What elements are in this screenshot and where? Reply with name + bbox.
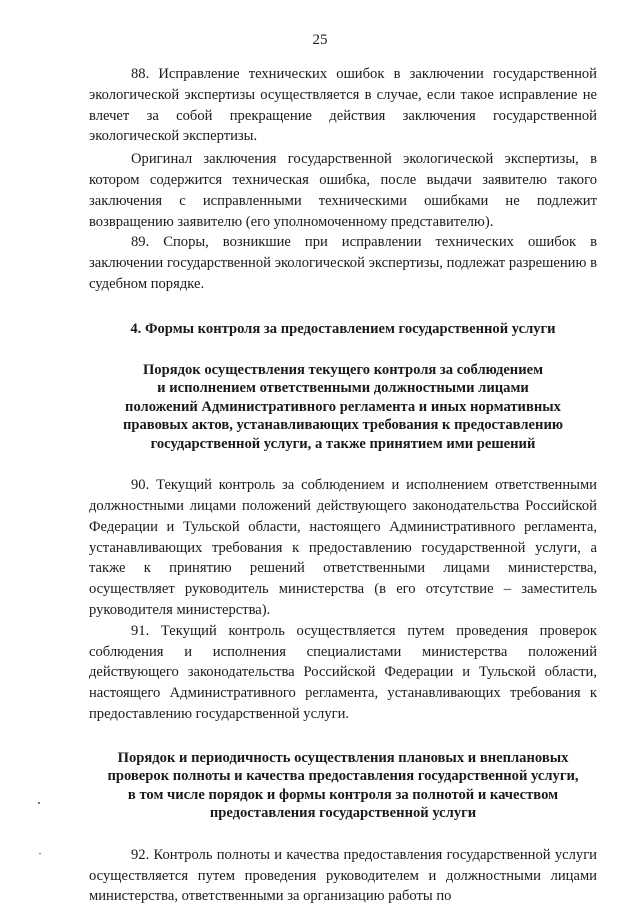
subheading-periodic-checks [89, 749, 597, 823]
subheading-line: предоставления государственной услуги [209, 805, 477, 822]
page-number: 25 [312, 32, 328, 48]
subheading-line: Порядок осуществления текущего контроля за соблюдением [142, 361, 544, 378]
section-heading-4: 4. Формы контроля за предоставлением государственной услуги [130, 320, 556, 337]
subheading-line: положений Административного регламента и иных нормативных [125, 398, 561, 415]
subheading-line: проверок полноты и качества предоставления государственной услуги, [107, 768, 579, 785]
scan-margin-mark [38, 802, 40, 804]
scan-margin-mark [39, 853, 41, 854]
subheading-line: в том числе порядок и формы контроля за полнотой и качеством [127, 786, 559, 803]
paragraph-90: 90. Текущий контроль за соблюдением и исполнением ответственными должностными лицами положений действующего законодательства Российской Федерации и Тульской области, настоящего Административного регламента, устанавливающих требования к предоставлению государственной услуги, а также к принятию решений ответственными лицами министерства, осуществляет руководитель министерства (в его отсутствие – заместитель руководителя министерства). [89, 477, 597, 619]
paragraph-92: 92. Контроль полноты и качества предоставления государственной услуги осуществляется путем проведения руководителем и должностными лицами министерства, ответственными за организацию работы по [89, 846, 597, 905]
subheading-line: правовых актов, устанавливающих требования к предоставлению [122, 417, 564, 434]
document-body [89, 64, 597, 907]
paragraph-91: 91. Текущий контроль осуществляется путем проведения проверок соблюдения и исполнения специалистами министерства положений действующего законодательства Российской Федерации и Тульской области, настоящего Административного регламента, устанавливающих требования к предоставлению государственной услуги. [89, 622, 597, 723]
subheading-line: и исполнением ответственными должностными лицами [157, 380, 529, 397]
subheading-line: Порядок и периодичность осуществления плановых и внеплановых [117, 749, 569, 766]
paragraph-89: 89. Споры, возникшие при исправлении технических ошибок в заключении государственной экологической экспертизы, подлежат разрешению в судебном порядке. [89, 234, 597, 292]
subheading-current-control [89, 361, 597, 454]
subheading-line: государственной услуги, а также принятием ими решений [150, 435, 536, 452]
paragraph-88: 88. Исправление технических ошибок в заключении государственной экологической экспертизы осуществляется в случае, если такое исправление не влечет за собой прекращение действия заключения государственной экологической экспертизы. [89, 66, 597, 145]
paragraph-88-original: Оригинал заключения государственной экологической экспертизы, в котором содержится техническая ошибка, после выдачи заявителю такого заключения с исправленными техническими ошибками не подлежит возвращению заявителю (его уполномоченному представителю). [89, 151, 597, 230]
